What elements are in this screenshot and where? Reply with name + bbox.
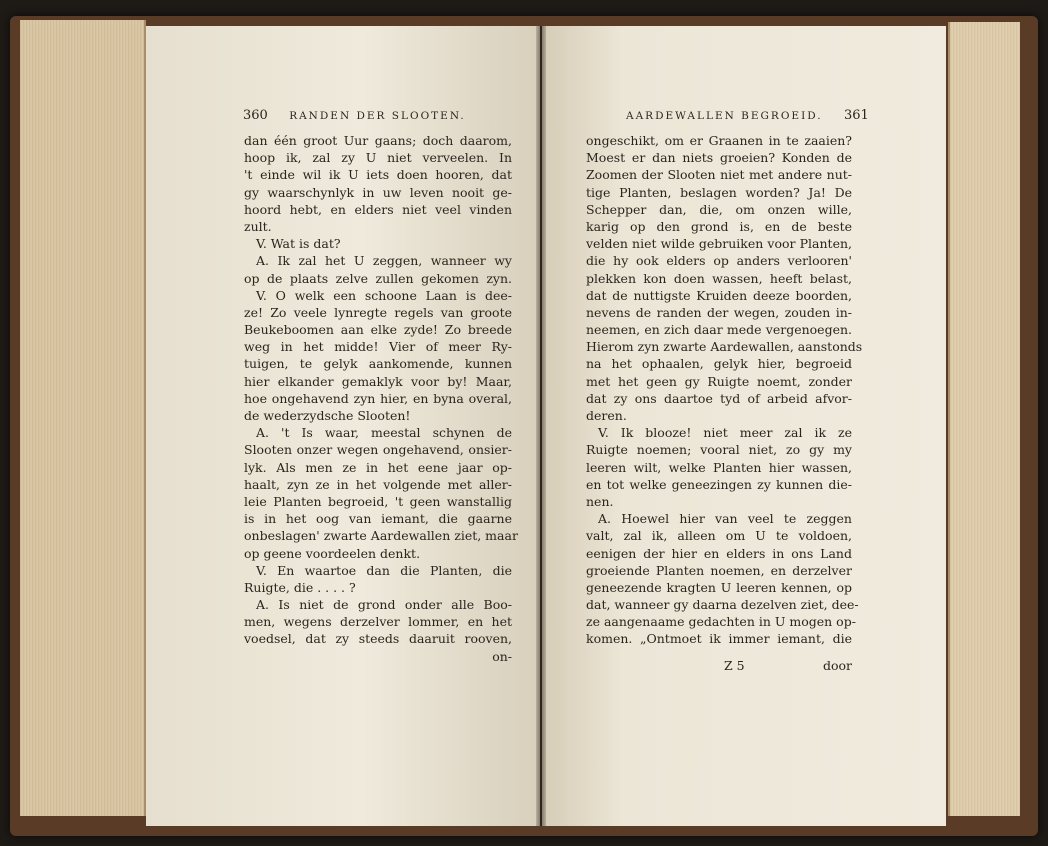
- text-line: men, wegens derzelver lommer, en het: [244, 614, 512, 630]
- text-line: die hy ook elders op anders verlooren': [586, 253, 852, 269]
- text-line: A. Ik zal het U zeggen, wanneer wy: [256, 253, 512, 269]
- text-line: karig op den grond is, en de beste: [586, 218, 852, 234]
- text-line: nen.: [586, 493, 614, 509]
- text-line: plekken kon doen wassen, heeft belast,: [586, 270, 852, 286]
- left-page-text: [244, 132, 518, 665]
- text-line: Beukeboomen aan elke zyde! Zo breede: [244, 322, 512, 338]
- text-line: V. Wat is dat?: [256, 236, 341, 252]
- text-line: dat zy ons daartoe tyd of arbeid afvor-: [586, 390, 852, 406]
- text-line: weg in het midde! Vier of meer Ry-: [244, 339, 512, 355]
- text-line: V. En waartoe dan die Planten, die: [256, 562, 512, 578]
- text-line: velden niet wilde gebruiken voor Planten,: [586, 236, 852, 252]
- text-line: nevens de randen der wegen, zouden in-: [586, 304, 852, 320]
- text-line: hoord hebt, en elders niet veel vinden: [244, 201, 512, 217]
- text-line: met het geen gy Ruigte noemt, zonder: [586, 373, 852, 389]
- text-line: tuigen, te gelyk aankomende, kunnen: [244, 356, 512, 372]
- text-line: ze aangenaame gedachten in U mogen op-: [586, 614, 856, 630]
- left-page: [146, 26, 540, 826]
- text-line: dan één groot Uur gaans; doch daarom,: [244, 133, 512, 148]
- text-line: valt, zal ik, alleen om U te voldoen,: [586, 528, 852, 544]
- text-line: en tot welke geneezingen zy kunnen die-: [586, 476, 852, 492]
- text-line: zult.: [244, 218, 272, 234]
- text-line: hier elkander gemaklyk voor by! Maar,: [244, 373, 512, 389]
- text-line: voedsel, dat zy steeds daaruit rooven,: [244, 631, 512, 647]
- text-line: dat, wanneer gy daarna dezelven ziet, dee-: [586, 597, 859, 613]
- text-line: hoop ik, zal zy U niet verveelen. In: [244, 150, 512, 166]
- text-line: V. O welk een schoone Laan is dee-: [256, 287, 512, 303]
- text-line: na het ophaalen, gelyk hier, begroeid: [586, 356, 852, 372]
- right-page-number: 361: [843, 108, 869, 123]
- signature-mark: Z 5: [724, 658, 745, 673]
- text-line: leeren wilt, welke Planten hier wassen,: [586, 459, 852, 475]
- text-line: lyk. Als men ze in het eene jaar op-: [244, 459, 512, 475]
- text-line: ongeschikt, om er Graanen in te zaaien?: [586, 133, 852, 148]
- text-line: Zoomen der Slooten niet met andere nut-: [586, 167, 852, 183]
- text-line: Hierom zyn zwarte Aardewallen, aanstonds: [586, 339, 863, 355]
- text-line: V. Ik blooze! niet meer zal ik ze: [598, 425, 852, 441]
- text-line: deren.: [586, 408, 627, 423]
- text-line: hoe ongehavend zyn hier, en byna overal,: [244, 390, 512, 406]
- right-page-footer: [586, 658, 852, 676]
- right-page: [542, 26, 946, 826]
- text-line: A. Is niet de grond onder alle Boo-: [256, 597, 512, 613]
- text-line: Ruigte, die . . . . ?: [244, 579, 356, 595]
- catchword: door: [822, 658, 852, 673]
- right-page-header: [626, 108, 869, 123]
- text-line: leie Planten begroeid, 't geen wanstallig: [244, 493, 512, 509]
- text-line: Slooten onzer wegen ongehavend, onsier-: [244, 442, 512, 458]
- text-line: A. 't Is waar, meestal schynen de: [256, 425, 512, 441]
- right-page-text: [586, 132, 863, 648]
- text-line: gy waarschynlyk in uw leven nooit ge-: [244, 184, 512, 200]
- text-line: groeiende Planten noemen, en derzelver: [586, 562, 852, 578]
- right-running-head: AARDEWALLEN BEGROEID.: [626, 110, 823, 122]
- text-line: geneezende kragten U leeren kennen, op: [586, 579, 852, 595]
- text-line: dat de nuttigste Kruiden deeze boorden,: [586, 287, 852, 303]
- page-edges-right: [948, 22, 1020, 816]
- text-line: ze! Zo veele lynregte regels van groote: [244, 304, 512, 320]
- text-line: op de plaats zelve zullen gekomen zyn.: [244, 270, 512, 286]
- text-line: 't einde wil ik U iets doen hooren, dat: [244, 167, 512, 183]
- text-line: is in het oog van iemant, die gaarne: [244, 511, 512, 527]
- text-line: komen. „Ontmoet ik immer iemant, die: [586, 631, 852, 647]
- text-line: A. Hoewel hier van veel te zeggen: [598, 511, 852, 527]
- text-line: tige Planten, beslagen worden? Ja! De: [586, 184, 852, 200]
- text-line: neemen, en zich daar mede vergenoegen.: [586, 322, 852, 338]
- text-line: eenigen der hier en elders in ons Land: [586, 545, 852, 561]
- page-edges-left: [20, 20, 146, 816]
- text-line: de wederzydsche Slooten!: [244, 408, 411, 423]
- gutter: [536, 26, 546, 826]
- catchword: on-: [492, 648, 512, 664]
- text-line: Schepper dan, die, om onzen wille,: [586, 201, 852, 217]
- text-line: op geene voordeelen denkt.: [244, 545, 421, 561]
- text-line: Moest er dan niets groeien? Konden de: [586, 150, 852, 166]
- text-line: haalt, zyn ze in het volgende met aller-: [244, 476, 512, 492]
- left-page-number: 360: [243, 108, 268, 123]
- left-running-head: RANDEN DER SLOOTEN.: [289, 110, 466, 122]
- text-line: onbeslagen' zwarte Aardewallen ziet, maar: [244, 528, 518, 544]
- left-page-header: [243, 108, 466, 123]
- text-line: Ruigte noemen; vooral niet, zo gy my: [586, 442, 852, 458]
